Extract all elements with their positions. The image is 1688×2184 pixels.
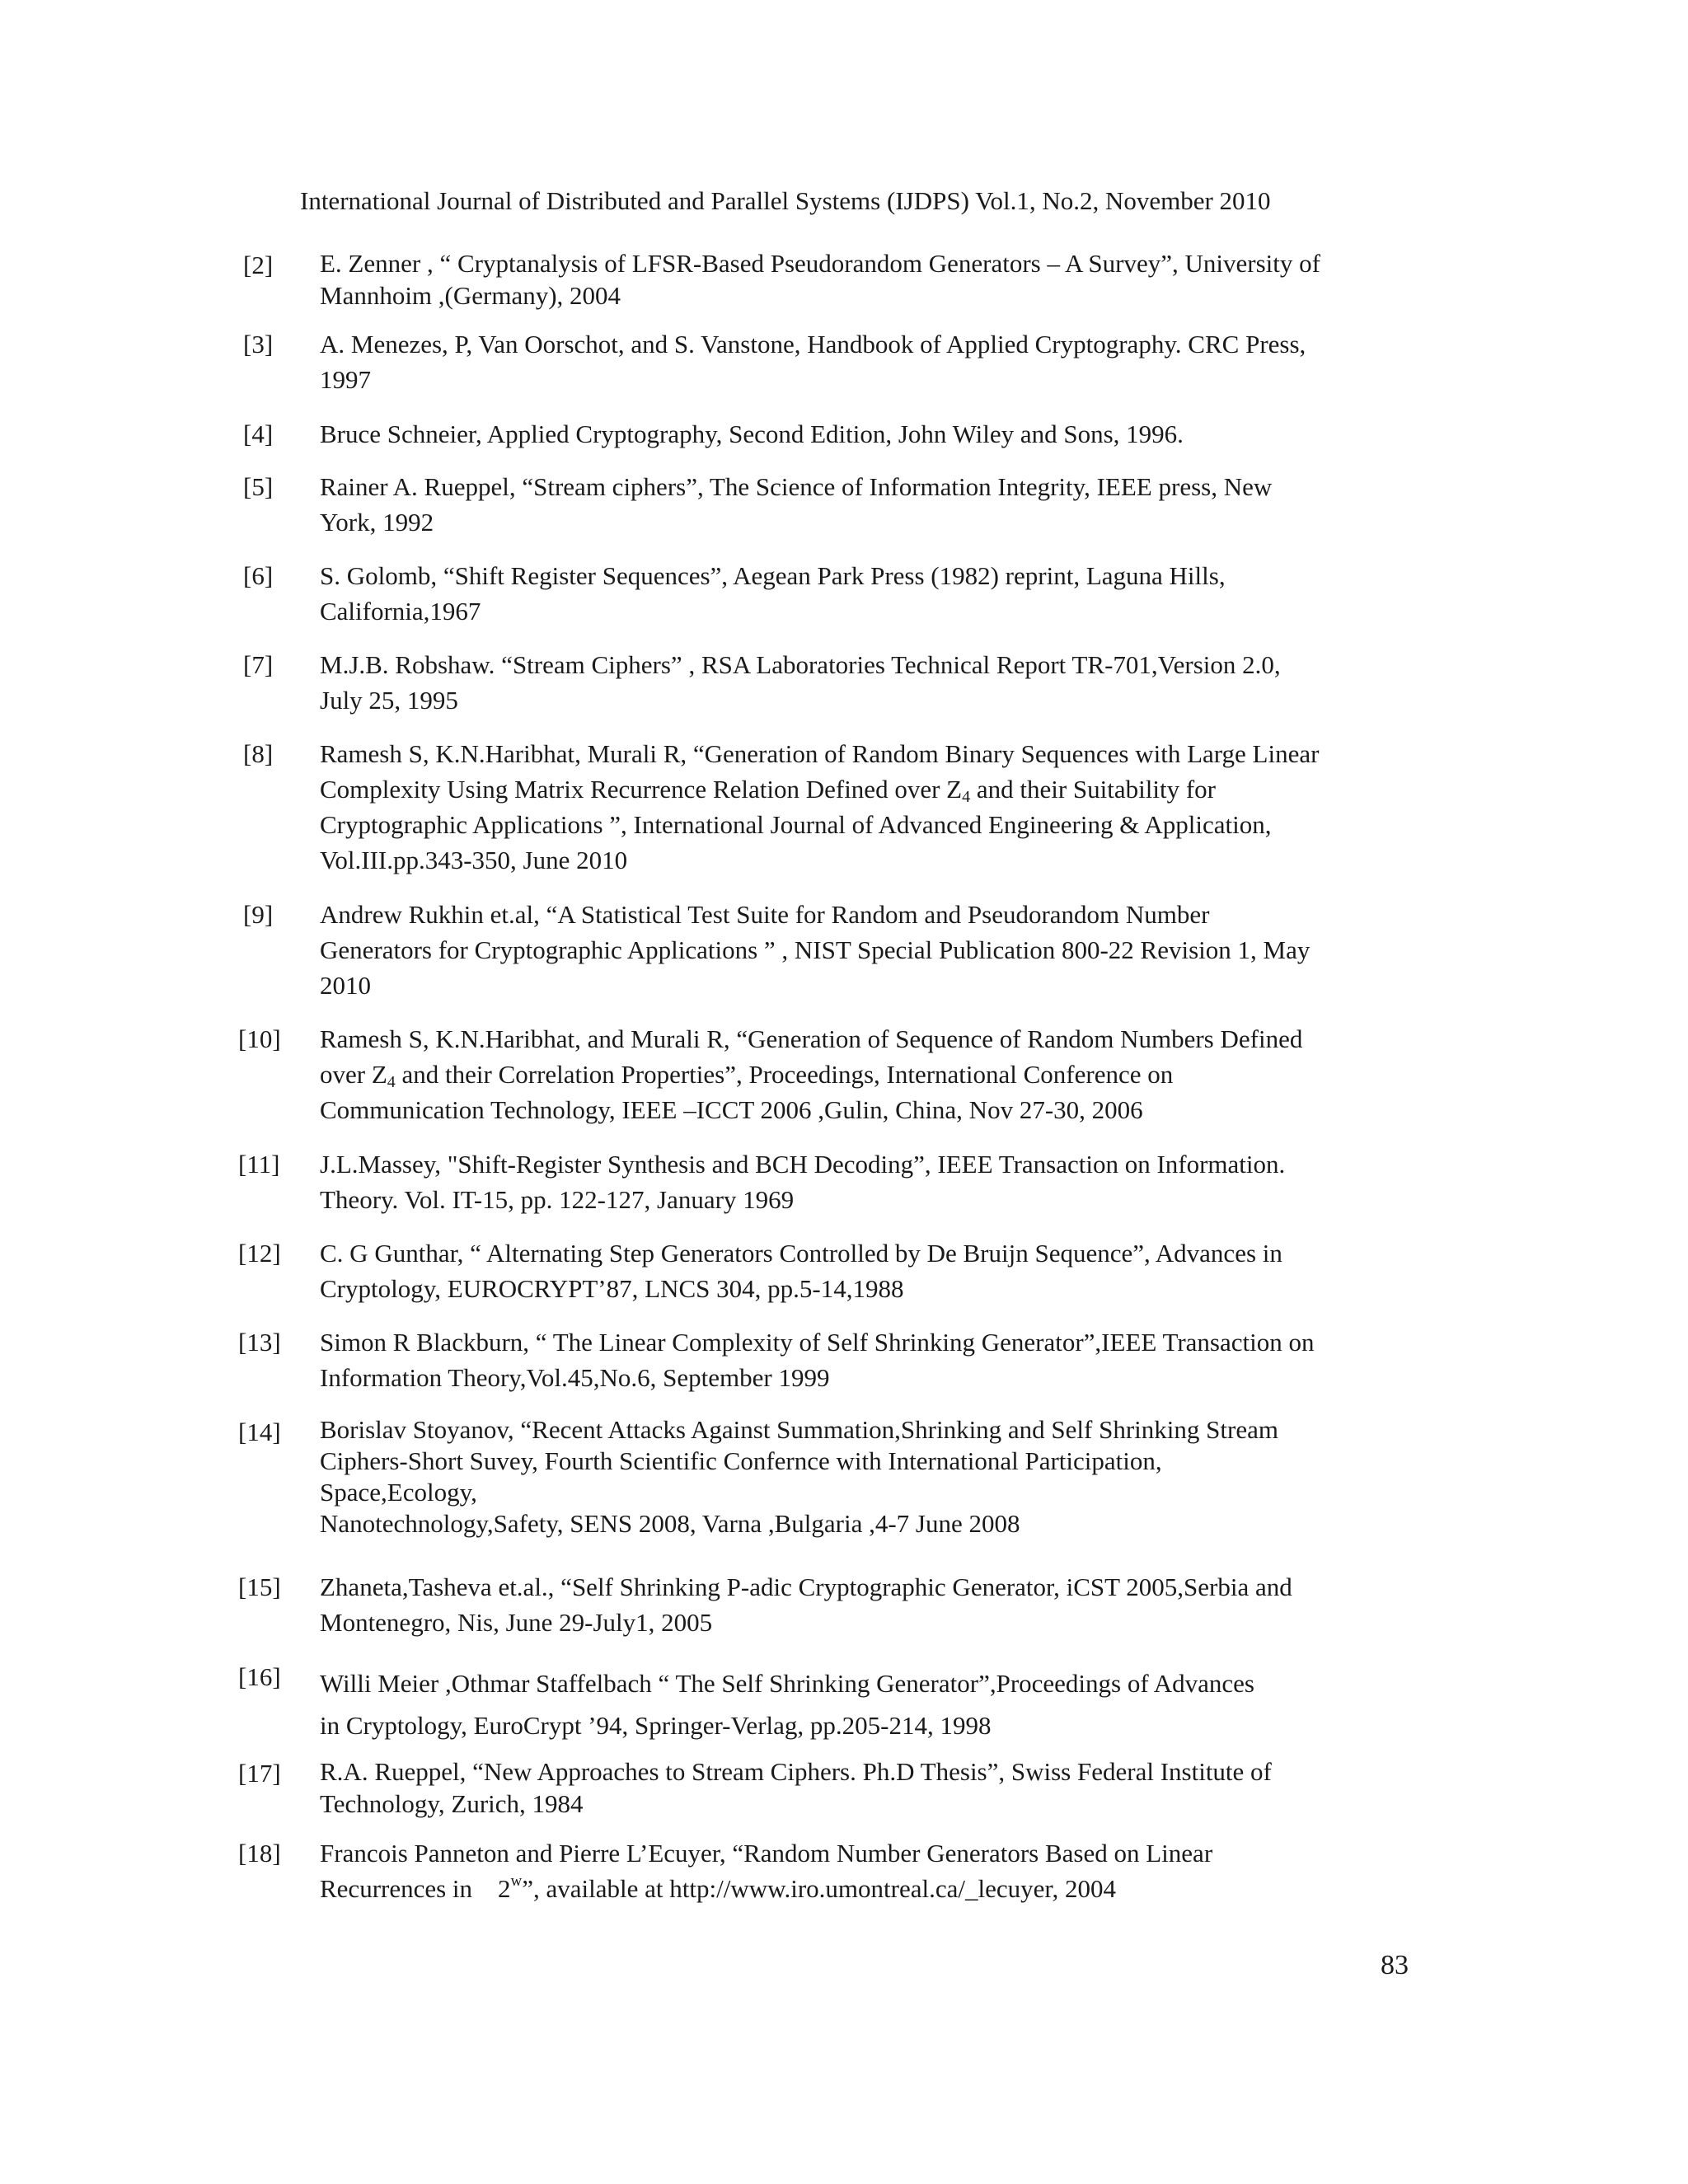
reference-number: [18] (238, 1839, 281, 1868)
reference-number: [8] (243, 739, 274, 768)
reference-line: Theory. Vol. IT-15, pp. 122-127, January 1969 (320, 1185, 795, 1214)
reference-number: [4] (243, 419, 274, 448)
reference-text (320, 558, 1416, 629)
reference-line: Information Theory,Vol.45,No.6, September 1999 (320, 1363, 830, 1392)
reference-text (320, 469, 1416, 540)
reference-line: Vol.III.pp.343-350, June 2010 (320, 846, 628, 874)
reference-line (320, 771, 1416, 807)
reference-line: Montenegro, Nis, June 29-July1, 2005 (320, 1608, 713, 1637)
reference-line: Simon R Blackburn, “ The Linear Complexity of Self Shrinking Generator”,IEEE Transaction on (320, 1328, 1315, 1357)
reference-line: California,1967 (320, 597, 481, 626)
reference-number: [11] (238, 1150, 280, 1179)
reference-line: Borislav Stoyanov, “Recent Attacks Against Summation,Shrinking and Self Shrinking Stream (320, 1415, 1278, 1444)
reference-line: M.J.B. Robshaw. “Stream Ciphers” , RSA Laboratories Technical Report TR-701,Version 2.0, (320, 650, 1281, 679)
reference-number: [12] (238, 1239, 281, 1268)
reference-line: York, 1992 (320, 508, 434, 537)
reference-line: Andrew Rukhin et.al, “A Statistical Test Suite for Random and Pseudorandom Number (320, 900, 1210, 929)
reference-text (320, 1235, 1416, 1306)
reference-number: [17] (238, 1759, 281, 1788)
reference-line-part: over Z (320, 1060, 387, 1089)
reference-line: Cryptology, EUROCRYPT’87, LNCS 304, pp.5-14,1988 (320, 1274, 904, 1303)
reference-line: in Cryptology, EuroCrypt ’94, Springer-Verlag, pp.205-214, 1998 (320, 1711, 992, 1740)
reference-text (320, 647, 1416, 718)
reference-line: J.L.Massey, "Shift-Register Synthesis and BCH Decoding”, IEEE Transaction on Information. (320, 1150, 1286, 1179)
reference-text (320, 1755, 1416, 1820)
reference-line: Communication Technology, IEEE –ICCT 2006 ,Gulin, China, Nov 27-30, 2006 (320, 1095, 1143, 1124)
reference-number: [10] (238, 1024, 281, 1053)
reference-line: Ramesh S, K.N.Haribhat, and Murali R, “Generation of Sequence of Random Numbers Defined (320, 1024, 1303, 1053)
page-number: 83 (1381, 1950, 1409, 1980)
reference-text (320, 1835, 1416, 1906)
running-header: International Journal of Distributed and Parallel Systems (IJDPS) Vol.1, No.2, November 2010 (300, 186, 1271, 215)
subscript: 4 (387, 1073, 396, 1091)
reference-line: Space,Ecology, (320, 1478, 477, 1507)
reference-number: [16] (238, 1662, 281, 1691)
reference-text (320, 1324, 1416, 1395)
reference-line: Ramesh S, K.N.Haribhat, Murali R, “Generation of Random Binary Sequences with Large Linear (320, 739, 1320, 768)
reference-line: Nanotechnology,Safety, SENS 2008, Varna ,Bulgaria ,4-7 June 2008 (320, 1509, 1020, 1538)
reference-line: Ciphers-Short Suvey, Fourth Scientific Confernce with International Participation, (320, 1446, 1162, 1475)
reference-text (320, 897, 1416, 1003)
reference-line: Zhaneta,Tasheva et.al., “Self Shrinking P-adic Cryptographic Generator, iCST 2005,Serbia and (320, 1572, 1292, 1601)
reference-line-part: and their Suitability for (970, 775, 1216, 804)
reference-line: Mannhoim ,(Germany), 2004 (320, 281, 621, 310)
reference-number: [5] (243, 472, 274, 501)
reference-number: [13] (238, 1328, 281, 1357)
reference-number: [15] (238, 1572, 281, 1601)
reference-text (320, 1569, 1416, 1640)
reference-line: C. G Gunthar, “ Alternating Step Generators Controlled by De Bruijn Sequence”, Advances in (320, 1239, 1282, 1268)
reference-line: Willi Meier ,Othmar Staffelbach “ The Self Shrinking Generator”,Proceedings of Advances (320, 1669, 1254, 1698)
reference-text (320, 1414, 1416, 1540)
reference-number: [9] (243, 900, 274, 929)
reference-line (320, 1871, 1416, 1906)
reference-line-part: ”, available at http://www.iro.umontreal.ca/_lecuyer, 2004 (522, 1874, 1116, 1903)
reference-line: July 25, 1995 (320, 686, 458, 715)
reference-number: [7] (243, 650, 274, 679)
reference-line: 1997 (320, 365, 371, 394)
reference-line: S. Golomb, “Shift Register Sequences”, Aegean Park Press (1982) reprint, Laguna Hills, (320, 561, 1226, 590)
reference-line: Francois Panneton and Pierre L’Ecuyer, “Random Number Generators Based on Linear (320, 1839, 1213, 1868)
reference-line: Technology, Zurich, 1984 (320, 1789, 584, 1818)
reference-line: Rainer A. Rueppel, “Stream ciphers”, The Science of Information Integrity, IEEE press, New (320, 472, 1273, 501)
reference-text (320, 326, 1416, 397)
reference-line: R.A. Rueppel, “New Approaches to Stream Ciphers. Ph.D Thesis”, Swiss Federal Institute of (320, 1757, 1272, 1786)
reference-line (320, 1057, 1416, 1092)
reference-text (320, 1021, 1416, 1127)
reference-text (320, 247, 1416, 312)
reference-text (320, 1146, 1416, 1217)
reference-number: [2] (243, 251, 274, 279)
reference-line: A. Menezes, P, Van Oorschot, and S. Vanstone, Handbook of Applied Cryptography. CRC Press, (320, 330, 1306, 359)
reference-text (320, 736, 1416, 878)
reference-line: Cryptographic Applications ”, International Journal of Advanced Engineering & Application, (320, 810, 1272, 839)
reference-number: [6] (243, 561, 274, 590)
reference-line: 2010 (320, 971, 371, 1000)
reference-number: [14] (238, 1418, 281, 1446)
reference-number: [3] (243, 330, 274, 359)
reference-line-part: Complexity Using Matrix Recurrence Relation Defined over Z (320, 775, 963, 804)
reference-line: Generators for Cryptographic Applications ” , NIST Special Publication 800-22 Revision 1, May (320, 935, 1311, 964)
superscript: w (510, 1872, 523, 1890)
reference-line-part: and their Correlation Properties”, Proceedings, International Conference on (395, 1060, 1174, 1089)
reference-line: E. Zenner , “ Cryptanalysis of LFSR-Based Pseudorandom Generators – A Survey”, University of (320, 249, 1320, 278)
reference-line-part: Recurrences in 2 (320, 1874, 511, 1903)
reference-text (320, 416, 1416, 452)
reference-text (320, 1659, 1416, 1743)
reference-line: Bruce Schneier, Applied Cryptography, Second Edition, John Wiley and Sons, 1996. (320, 419, 1184, 448)
subscript: 4 (962, 788, 971, 806)
